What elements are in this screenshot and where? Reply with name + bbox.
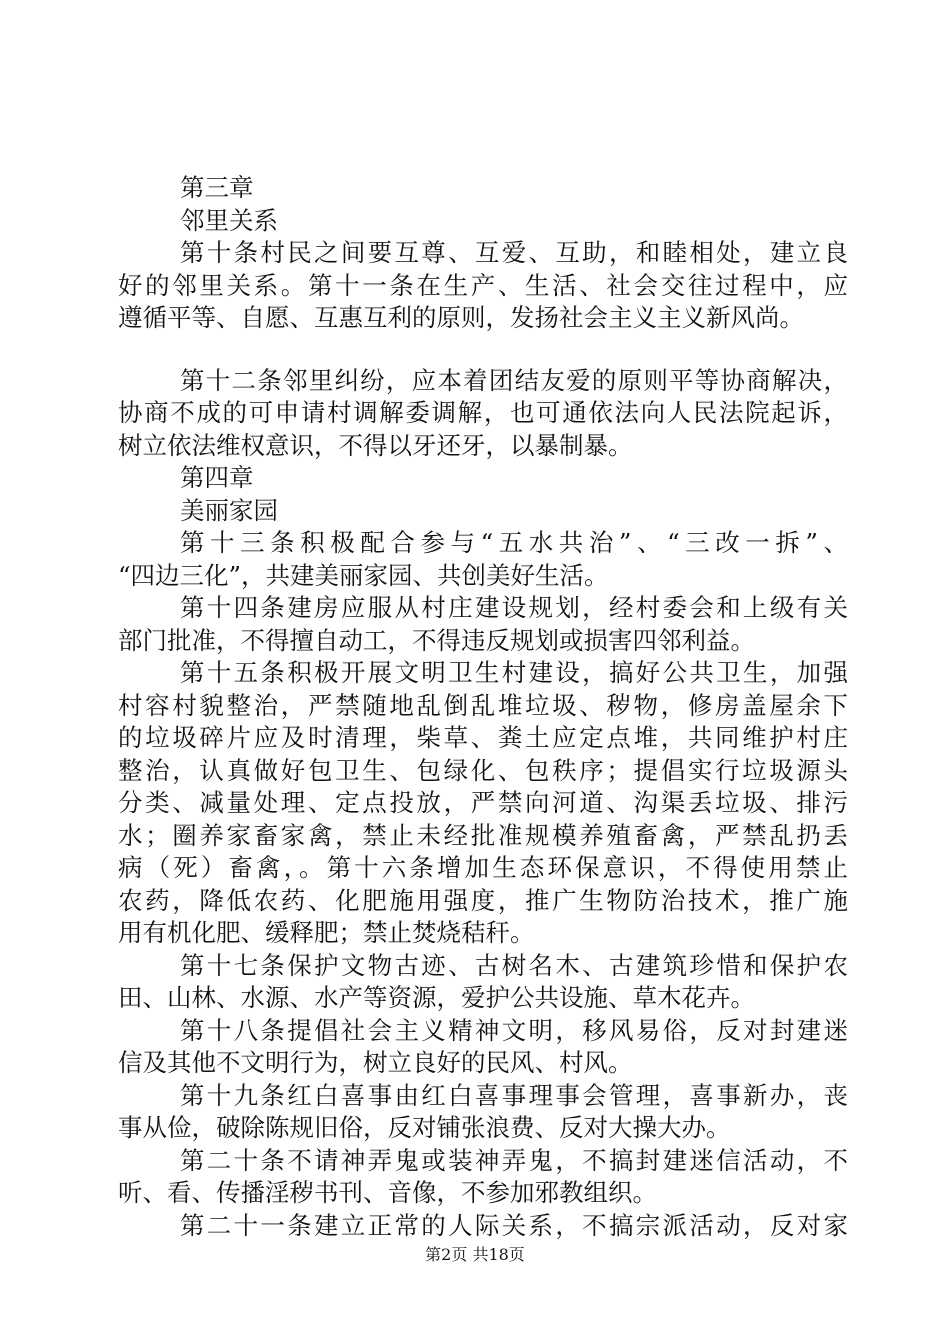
article-line: 分类、减量处理、定点投放，严禁向河道、沟渠丢垃圾、排污 bbox=[118, 788, 848, 817]
article-line: 第十条村民之间要互尊、互爱、互助，和睦相处，建立良 bbox=[180, 238, 848, 267]
article-line: 第二十一条建立正常的人际关系，不搞宗派活动，反对家 bbox=[180, 1210, 848, 1240]
paragraph-gap bbox=[118, 335, 848, 365]
article-line: 病（死）畜禽，。第十六条增加生态环保意识，不得使用禁止 bbox=[118, 853, 848, 882]
article-line: 村容村貌整治，严禁随地乱倒乱堆垃圾、秽物，修房盖屋余下 bbox=[118, 690, 848, 720]
article-line: 第十四条建房应服从村庄建设规划，经村委会和上级有关 bbox=[180, 593, 848, 622]
article-line: 第十五条积极开展文明卫生村建设，搞好公共卫生，加强 bbox=[180, 658, 848, 687]
chapter-title: 美丽家园 bbox=[180, 495, 278, 525]
chapter-heading: 第三章 bbox=[180, 173, 254, 202]
article-line: 树立依法维权意识，不得以牙还牙，以暴制暴。 bbox=[118, 430, 633, 460]
article-line: 遵循平等、自愿、互惠互利的原则，发扬社会主义主义新风尚。 bbox=[118, 303, 804, 332]
article-line: 部门批准，不得擅自动工，不得违反规划或损害四邻利益。 bbox=[118, 625, 755, 655]
article-line: 好的邻里关系。第十一条在生产、生活、社会交往过程中，应 bbox=[118, 270, 848, 300]
article-line: 第十九条红白喜事由红白喜事理事会管理，喜事新办，丧 bbox=[180, 1080, 848, 1110]
article-line: 第二十条不请神弄鬼或装神弄鬼，不搞封建迷信活动，不 bbox=[180, 1145, 848, 1175]
article-line: 协商不成的可申请村调解委调解，也可通依法向人民法院起诉， bbox=[118, 398, 848, 427]
article-line: “四边三化”，共建美丽家园、共创美好生活。 bbox=[118, 560, 609, 590]
article-line: 的垃圾碎片应及时清理，柴草、粪土应定点堆，共同维护村庄 bbox=[118, 723, 848, 752]
article-line: 事从俭，破除陈规旧俗，反对铺张浪费、反对大操大办。 bbox=[118, 1113, 731, 1142]
chapter-heading: 第四章 bbox=[180, 463, 254, 492]
document-body bbox=[118, 172, 848, 1242]
article-line: 田、山林、水源、水产等资源，爱护公共设施、草木花卉。 bbox=[118, 983, 755, 1012]
chapter-title: 邻里关系 bbox=[180, 205, 278, 235]
article-line: 用有机化肥、缓释肥；禁止焚烧秸秆。 bbox=[118, 918, 535, 947]
page-footer: 第2页 共18页 bbox=[425, 1245, 525, 1264]
article-line: 水；圈养家畜家禽，禁止未经批准规模养殖畜禽，严禁乱扔丢 bbox=[118, 820, 848, 850]
article-line: 第十七条保护文物古迹、古树名木、古建筑珍惜和保护农 bbox=[180, 950, 848, 980]
article-line: 第十三条积极配合参与“五水共治”、“三改一拆”、 bbox=[180, 528, 848, 557]
article-line: 第十二条邻里纠纷，应本着团结友爱的原则平等协商解决， bbox=[180, 365, 848, 395]
article-line: 听、看、传播淫秽书刊、音像，不参加邪教组织。 bbox=[118, 1178, 657, 1207]
article-line: 整治，认真做好包卫生、包绿化、包秩序；提倡实行垃圾源头 bbox=[118, 755, 848, 785]
article-line: 信及其他不文明行为，树立良好的民风、村风。 bbox=[118, 1048, 633, 1077]
article-line: 农药，降低农药、化肥施用强度，推广生物防治技术，推广施 bbox=[118, 885, 848, 915]
article-line: 第十八条提倡社会主义精神文明，移风易俗，反对封建迷 bbox=[180, 1015, 848, 1045]
